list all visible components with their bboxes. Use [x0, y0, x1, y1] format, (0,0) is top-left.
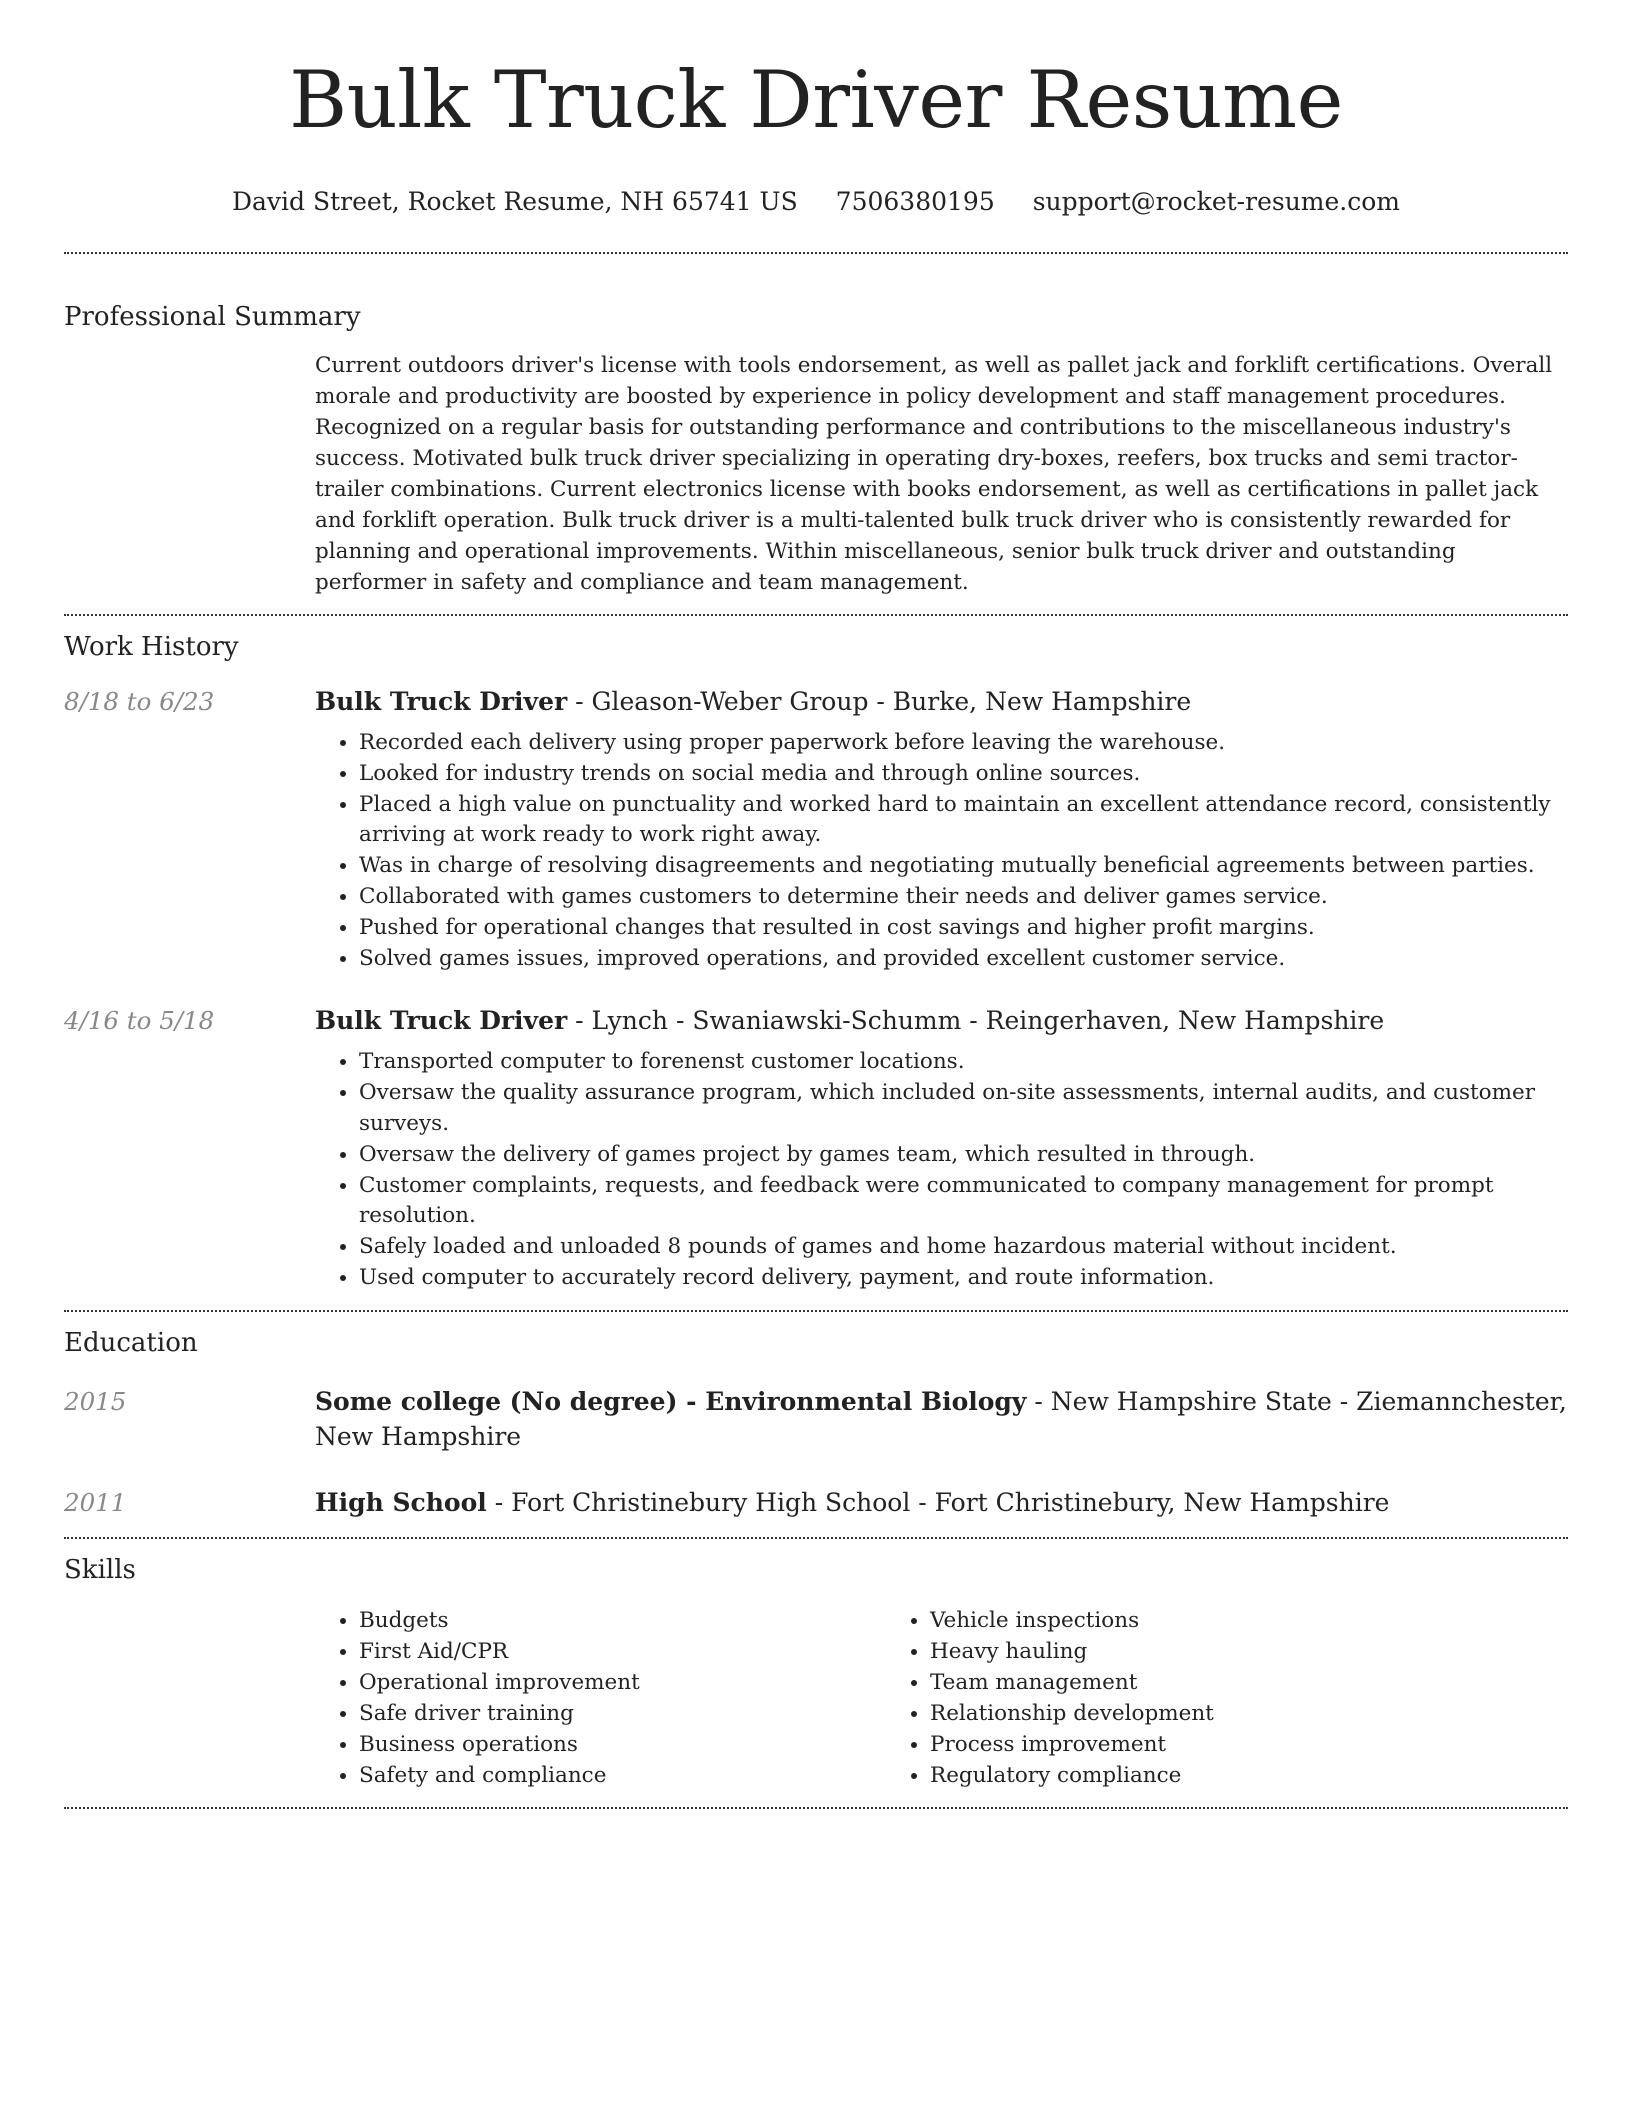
education-degree: High School: [315, 1487, 487, 1517]
list-item: • Used computer to accurately record delivery, payment, and route information.: [359, 1263, 1568, 1294]
skills-heading: Skills: [64, 1554, 136, 1585]
address: David Street, Rocket Resume, NH 65741 US: [231, 187, 798, 216]
job-entry: [64, 1003, 1568, 1293]
education-heading: Education: [64, 1327, 198, 1358]
skill-item: • Safety and compliance: [359, 1760, 886, 1791]
job-heading: [315, 1003, 1568, 1039]
skills-column-1: [315, 1605, 886, 1791]
email: support@rocket-resume.com: [1032, 187, 1400, 216]
job-position: Bulk Truck Driver: [315, 1006, 568, 1036]
skill-item: • Safe driver training: [359, 1698, 886, 1729]
skill-item: • First Aid/CPR: [359, 1636, 886, 1667]
list-item: • Looked for industry trends on social media and through online sources.: [359, 759, 1568, 790]
job-position: Bulk Truck Driver: [315, 687, 568, 716]
list-item: • Solved games issues, improved operations, and provided excellent customer service.: [359, 944, 1568, 975]
job-heading: [315, 684, 1568, 720]
job-dates: 8/18 to 6/23: [64, 687, 215, 716]
job-entry: [64, 684, 1568, 974]
skill-item: • Budgets: [359, 1605, 886, 1636]
job-dates: 4/16 to 5/18: [64, 1006, 215, 1036]
resume-title: Bulk Truck Driver Resume: [289, 54, 1343, 146]
skill-item: • Vehicle inspections: [930, 1605, 1214, 1636]
divider: [64, 252, 1568, 254]
skill-item: • Relationship development: [930, 1698, 1214, 1729]
contact-line: [64, 186, 1568, 218]
skill-item: • Regulatory compliance: [930, 1760, 1214, 1791]
education-heading-line: [315, 1384, 1568, 1454]
list-item: • Oversaw the delivery of games project by games team, which resulted in through.: [359, 1140, 1568, 1171]
list-item: • Safely loaded and unloaded 8 pounds of games and home hazardous material without incident.: [359, 1232, 1568, 1263]
education-school: - New Hampshire State - Ziemannchester, New Hampshire: [315, 1386, 1567, 1451]
education-year: 2015: [64, 1386, 127, 1416]
skill-item: • Process improvement: [930, 1729, 1214, 1760]
education-degree: Some college (No degree) - Environmental Biology: [315, 1386, 1027, 1416]
job-employer: - Lynch - Swaniawski-Schumm - Reingerhaven, New Hampshire: [567, 1006, 1385, 1036]
list-item: • Pushed for operational changes that resulted in cost savings and higher profit margins.: [359, 913, 1568, 944]
job-employer: - Gleason-Weber Group - Burke, New Hampshire: [567, 687, 1192, 716]
job-bullets: [315, 728, 1568, 974]
list-item: • Was in charge of resolving disagreements and negotiating mutually beneficial agreements between parties.: [359, 851, 1568, 882]
education-year: 2011: [64, 1487, 127, 1517]
skills-list: [315, 1605, 1568, 1791]
summary-heading: Professional Summary: [64, 302, 361, 332]
skill-item: • Team management: [930, 1667, 1214, 1698]
summary-text: Current outdoors driver's license with tools endorsement, as well as pallet jack and forklift certifications. Overall morale and productivity are boosted by experience in policy development and staff management procedures. Recognized on a regular basis for outstanding performance and contributions to the miscellaneous industry's success. Motivated bulk truck driver specializing in operating dry-boxes, reefers, box trucks and semi tractor-trailer combinations. Current electronics license with books endorsement, as well as certifications in pallet jack and forklift operation. Bulk truck driver is a multi-talented bulk truck driver who is consistently rewarded for planning and operational improvements. Within miscellaneous, senior bulk truck driver and outstanding performer in safety and compliance and team management.: [315, 353, 1553, 595]
divider: [64, 614, 1568, 616]
divider: [64, 1310, 1568, 1312]
divider: [64, 1807, 1568, 1809]
list-item: • Transported computer to forenenst customer locations.: [359, 1047, 1568, 1078]
education-school: - Fort Christinebury High School - Fort Christinebury, New Hampshire: [486, 1487, 1390, 1517]
education-heading-line: [315, 1485, 1568, 1520]
education-entry: [64, 1485, 1568, 1521]
divider: [64, 1537, 1568, 1539]
education-entry: [64, 1384, 1568, 1454]
list-item: • Collaborated with games customers to determine their needs and deliver games service.: [359, 882, 1568, 913]
list-item: • Oversaw the quality assurance program, which included on-site assessments, internal audits, and customer surveys.: [359, 1078, 1568, 1140]
skill-item: • Business operations: [359, 1729, 886, 1760]
list-item: • Customer complaints, requests, and feedback were communicated to company management for prompt resolution.: [359, 1171, 1568, 1233]
work-history-heading: Work History: [64, 632, 239, 662]
phone: 7506380195: [835, 187, 995, 216]
skill-item: • Heavy hauling: [930, 1636, 1214, 1667]
job-bullets: [315, 1047, 1568, 1293]
skill-item: • Operational improvement: [359, 1667, 886, 1698]
list-item: • Recorded each delivery using proper paperwork before leaving the warehouse.: [359, 728, 1568, 759]
skills-column-2: [886, 1605, 1214, 1791]
list-item: • Placed a high value on punctuality and worked hard to maintain an excellent attendance record, consistently arriving at work ready to work right away.: [359, 790, 1568, 852]
